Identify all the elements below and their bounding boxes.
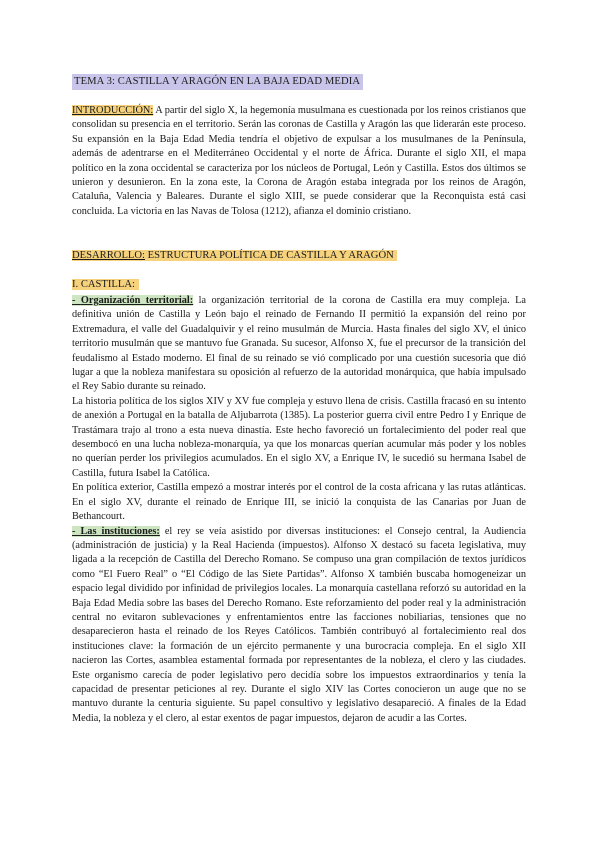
desarrollo-heading [72, 249, 397, 263]
intro-paragraph [72, 104, 526, 219]
castilla-section [72, 294, 526, 726]
instituciones-dash: - [72, 525, 81, 537]
castilla-heading [72, 278, 139, 292]
desarrollo-title: ESTRUCTURA POLÍTICA DE CASTILLA Y ARAGÓN [145, 250, 397, 261]
title-wrap [72, 71, 363, 90]
organizacion-dash: - [72, 295, 81, 306]
desarrollo-label: DESARROLLO: [72, 250, 145, 261]
organizacion-label [72, 295, 193, 306]
organizacion-text: la organización territorial de la corona de Castilla era muy compleja. La definitiva unión de Castilla y León bajo el reinado de Fernando II permitió la expansión del reino por Extremadura, el valle del Guadalquivir y el reino musulmán de Murcia. Hasta finales del siglo XV, el único territorio musulmán que se mantuvo fue Granada. Su sucesor, Alfonso X, fue el precursor de la transición del feudalismo al Estado moderno. El final de su reinado se vió complicado por una cuestión sucesoria que dió lugar a que la nobleza manifestara su oposición al refuerzo de la autoridad monárquica, que había impulsado el Rey Sabio durante su reinado. [72, 295, 526, 393]
instituciones-text: el rey se veía asistido por diversas instituciones: el Consejo central, la Audiencia (administración de justicia) y la Real Hacienda (impuestos). Alfonso X destacó su faceta legislativa, muy ligada a la recepción de Castilla del Derecho Romano. Se compuso una gran compilación de textos jurídicos como “El Fuero Real” o “El Código de las Siete Partidas”. Alfonso X también buscaba homogeneizar un espacio legal dividido por infinidad de privilegios locales. La monarquía castellana reforzó su autoridad en la Baja Edad Media sobre las bases del Derecho Romano. Este reforzamiento del poder real y la administración central no evitaron sublevaciones y enfrentamientos entre las facciones nobiliarias, tensiones que no desaparecieron hasta el reinado de los Reyes Católicos. También contribuyó al fortalecimiento real dos instituciones clave: la formación de un ejército permanente y una burocracia compleja. En el siglo XII nacieron las Cortes, asamblea estamental formada por representantes de la nobleza, el clero y las ciudades. Este organismo carecía de poder legislativo pero decidía sobre los impuestos extraordinarios y tenía la capacidad de presentar peticiones al rey. Durante el siglo XIV las Cortes conocieron un auge que no se mantuvo durante la centuria siguiente. Su papel consultivo y legislativo desapareció. A finales de la Edad Media, la nobleza y el clero, al estar exentos de pagar impuestos, dejaron de acudir a las Cortes. [72, 525, 526, 724]
historia-politica-paragraph: La historia política de los siglos XIV y XV fue compleja y estuvo llena de crisis. Castilla fracasó en su intento de anexión a Portugal en la batalla de Aljubarrota (1385). La posterior guerra civil entre Pedro I y Enrique de Trastámara trajo al trono a esta nueva dinastía. Este hecho favoreció un fortalecimiento del poder real que desembocó en una lucha nobleza-monarquía, ya que los monarcas querían acumular más poder y los nobles no querían perder los privilegios acumulados. En el siglo XV, a Enrique IV, le sucedió su hermana Isabel de Castilla, futura Isabel la Católica. [72, 395, 526, 479]
politica-exterior-paragraph: En política exterior, Castilla empezó a mostrar interés por el control de la costa africana y las rutas atlánticas. En el siglo XV, durante el reinado de Enrique III, se inició la conquista de las Canarias por Juan de Bethancourt. [72, 482, 526, 523]
document-title: TEMA 3: CASTILLA Y ARAGÓN EN LA BAJA EDAD MEDIA [72, 74, 363, 90]
intro-label: INTRODUCCIÓN: [72, 105, 154, 116]
organizacion-label-text: Organización territorial: [80, 295, 194, 306]
organizacion-paragraph [72, 294, 526, 395]
castilla-heading-text: I. CASTILLA: [72, 279, 139, 290]
intro-text: A partir del siglo X, la hegemonía musulmana es cuestionada por los reinos cristianos que consolidan su presencia en el territorio. Serán las coronas de Castilla y Aragón las que liderarán este proceso. Su expansión en la Baja Edad Media tendría el objetivo de expulsar a los musulmanes de la Península, además de adentrarse en el Mediterráneo Occidental y el norte de África. Durante el siglo XII, el mapa político en la zona occidental se caracteriza por los núcleos de Portugal, León y Castilla. Estos dos últimos se unieron y desunieron. En la zona este, la Corona de Aragón estaba integrada por los reinos de Aragón, Cataluña, Valencia y Baleares. Durante el siglo XIII, se puede considerar que la Reconquista está casi concluida. La victoria en las Navas de Tolosa (1212), afianza el dominio cristiano. [72, 105, 526, 217]
instituciones-label [72, 526, 160, 537]
instituciones-paragraph [72, 525, 526, 727]
instituciones-label-text: Las instituciones: [80, 525, 160, 537]
